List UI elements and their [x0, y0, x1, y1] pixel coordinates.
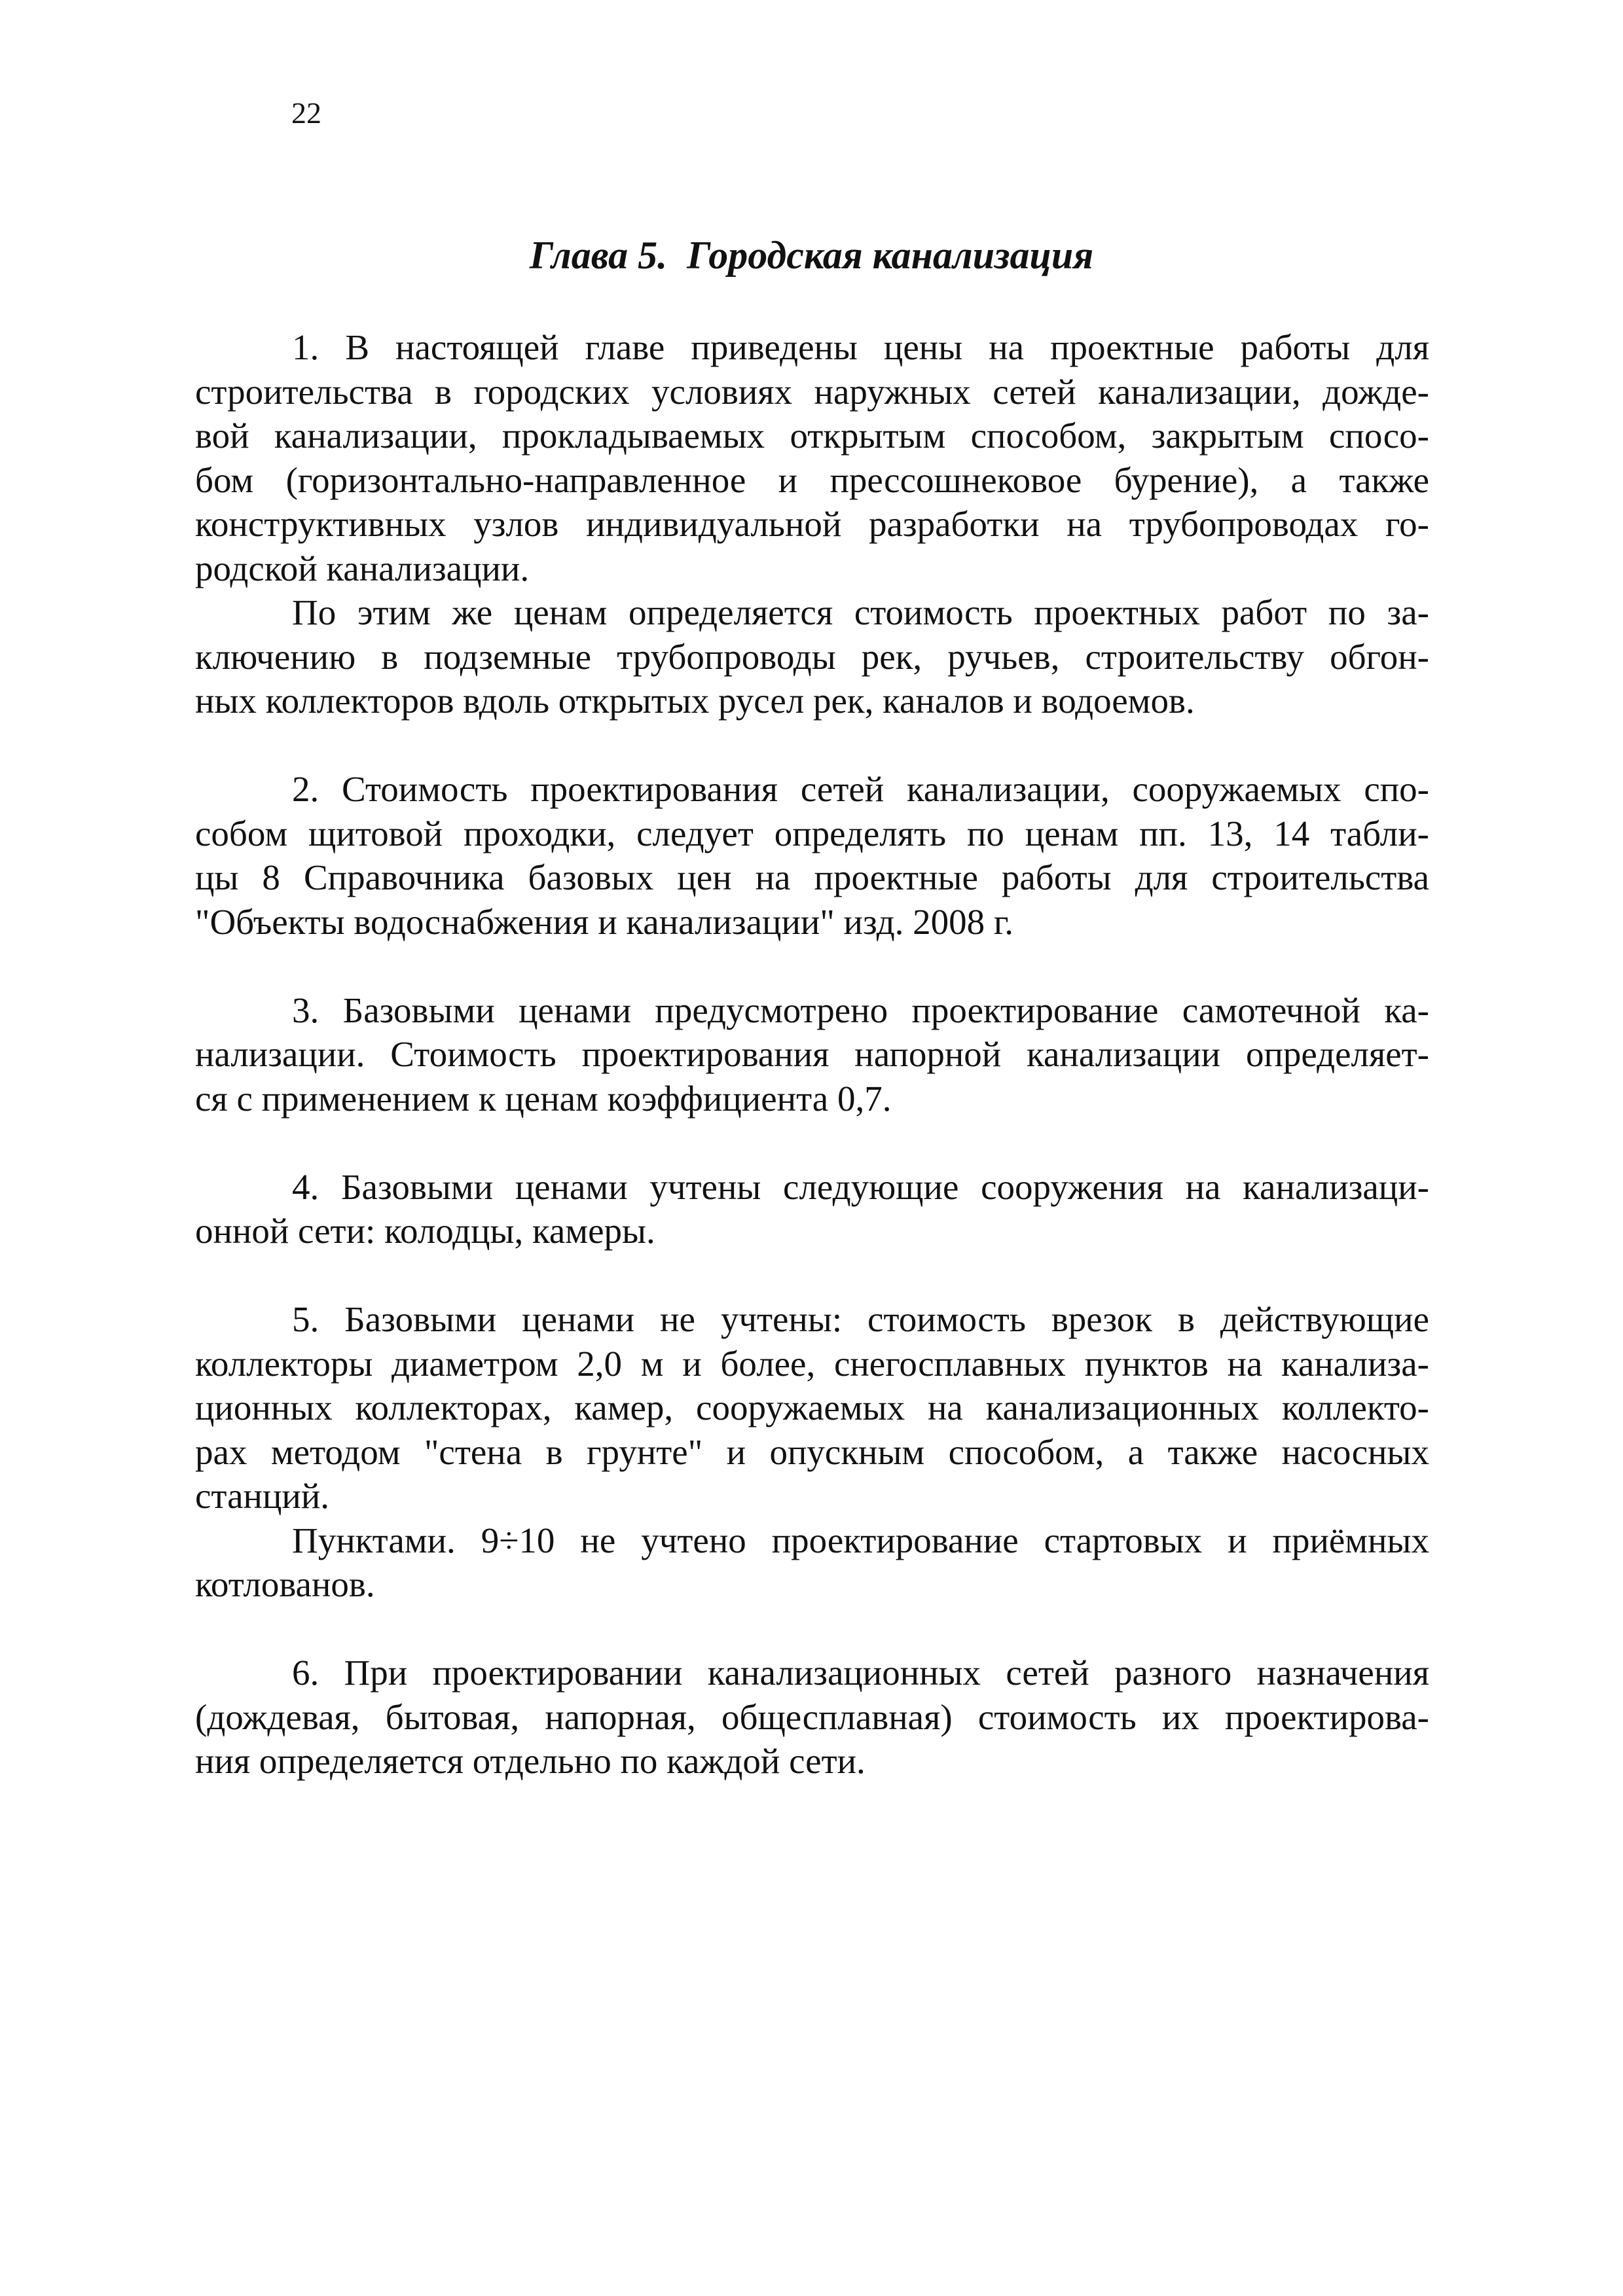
text-line: Пунктами. 9÷10 не учтено проектирование стартовых и приёмных	[292, 1520, 1429, 1560]
text-line: конструктивных узлов индивидуальной разработки на трубопроводах го-	[195, 504, 1429, 544]
text-line: цы 8 Справочника базовых цен на проектные работы для строительства	[195, 857, 1429, 897]
paragraph-gap	[195, 1253, 1429, 1298]
paragraph-1	[195, 325, 1429, 590]
text-line: ных коллекторов вдоль открытых русел рек, каналов и водоемов.	[195, 681, 1195, 721]
text-line: 6. При проектировании канализационных сетей разного назначения	[292, 1653, 1429, 1693]
text-line: собом щитовой проходки, следует определять по ценам пп. 13, 14 табли-	[195, 813, 1429, 853]
text-line: 5. Базовыми ценами не учтены: стоимость врезок в действующие	[292, 1299, 1429, 1339]
text-line: станций.	[195, 1476, 330, 1516]
text-line: 1. В настоящей главе приведены цены на проектные работы для	[292, 327, 1429, 367]
text-line: нализации. Стоимость проектирования напорной канализации определяет-	[195, 1034, 1429, 1074]
text-line: рах методом "стена в грунте" и опускным способом, а также насосных	[195, 1431, 1429, 1472]
paragraph-gap	[195, 723, 1429, 768]
paragraph-6	[195, 1651, 1429, 1784]
text-line: котлованов.	[195, 1564, 375, 1604]
paragraph-3	[195, 988, 1429, 1121]
paragraph-2	[195, 767, 1429, 944]
text-line: ционных коллекторах, камер, сооружаемых на канализационных коллекто-	[195, 1388, 1429, 1427]
text-line: родской канализации.	[195, 548, 530, 588]
document-body	[195, 325, 1429, 1784]
text-line: коллекторы диаметром 2,0 м и более, снегосплавных пунктов на канализа-	[195, 1343, 1429, 1384]
text-line: бом (горизонтально-направленное и прессошнековое бурение), а также	[195, 459, 1429, 500]
text-line: ключению в подземные трубопроводы рек, ручьев, строительству обгон-	[195, 636, 1429, 677]
text-line: (дождевая, бытовая, напорная, общесплавная) стоимость их проектирова-	[195, 1696, 1429, 1737]
text-line: По этим же ценам определяется стоимость проектных работ по за-	[292, 592, 1429, 632]
paragraph-5-continuation	[195, 1518, 1429, 1607]
text-line: онной сети: колодцы, камеры.	[195, 1211, 655, 1251]
paragraph-4	[195, 1165, 1429, 1253]
paragraph-gap	[195, 1121, 1429, 1165]
text-line: 3. Базовыми ценами предусмотрено проектирование самотечной ка-	[292, 990, 1429, 1030]
page-number: 22	[291, 96, 321, 130]
text-line: 4. Базовыми ценами учтены следующие сооружения на канализаци-	[292, 1166, 1429, 1207]
text-line: ся с применением к ценам коэффициента 0,7.	[195, 1078, 892, 1119]
text-line: 2. Стоимость проектирования сетей канализации, сооружаемых спо-	[292, 769, 1429, 809]
paragraph-5	[195, 1297, 1429, 1518]
text-line: "Объекты водоснабжения и канализации" изд. 2008 г.	[195, 901, 1014, 942]
paragraph-1-continuation	[195, 590, 1429, 723]
paragraph-gap	[195, 944, 1429, 988]
text-line: ния определяется отдельно по каждой сети.	[195, 1741, 866, 1781]
chapter-title: Глава 5. Городская канализация	[529, 234, 1094, 277]
text-line: вой канализации, прокладываемых открытым способом, закрытым спосо-	[195, 416, 1429, 456]
text-line: строительства в городских условиях наружных сетей канализации, дожде-	[195, 371, 1429, 412]
paragraph-gap	[195, 1607, 1429, 1651]
